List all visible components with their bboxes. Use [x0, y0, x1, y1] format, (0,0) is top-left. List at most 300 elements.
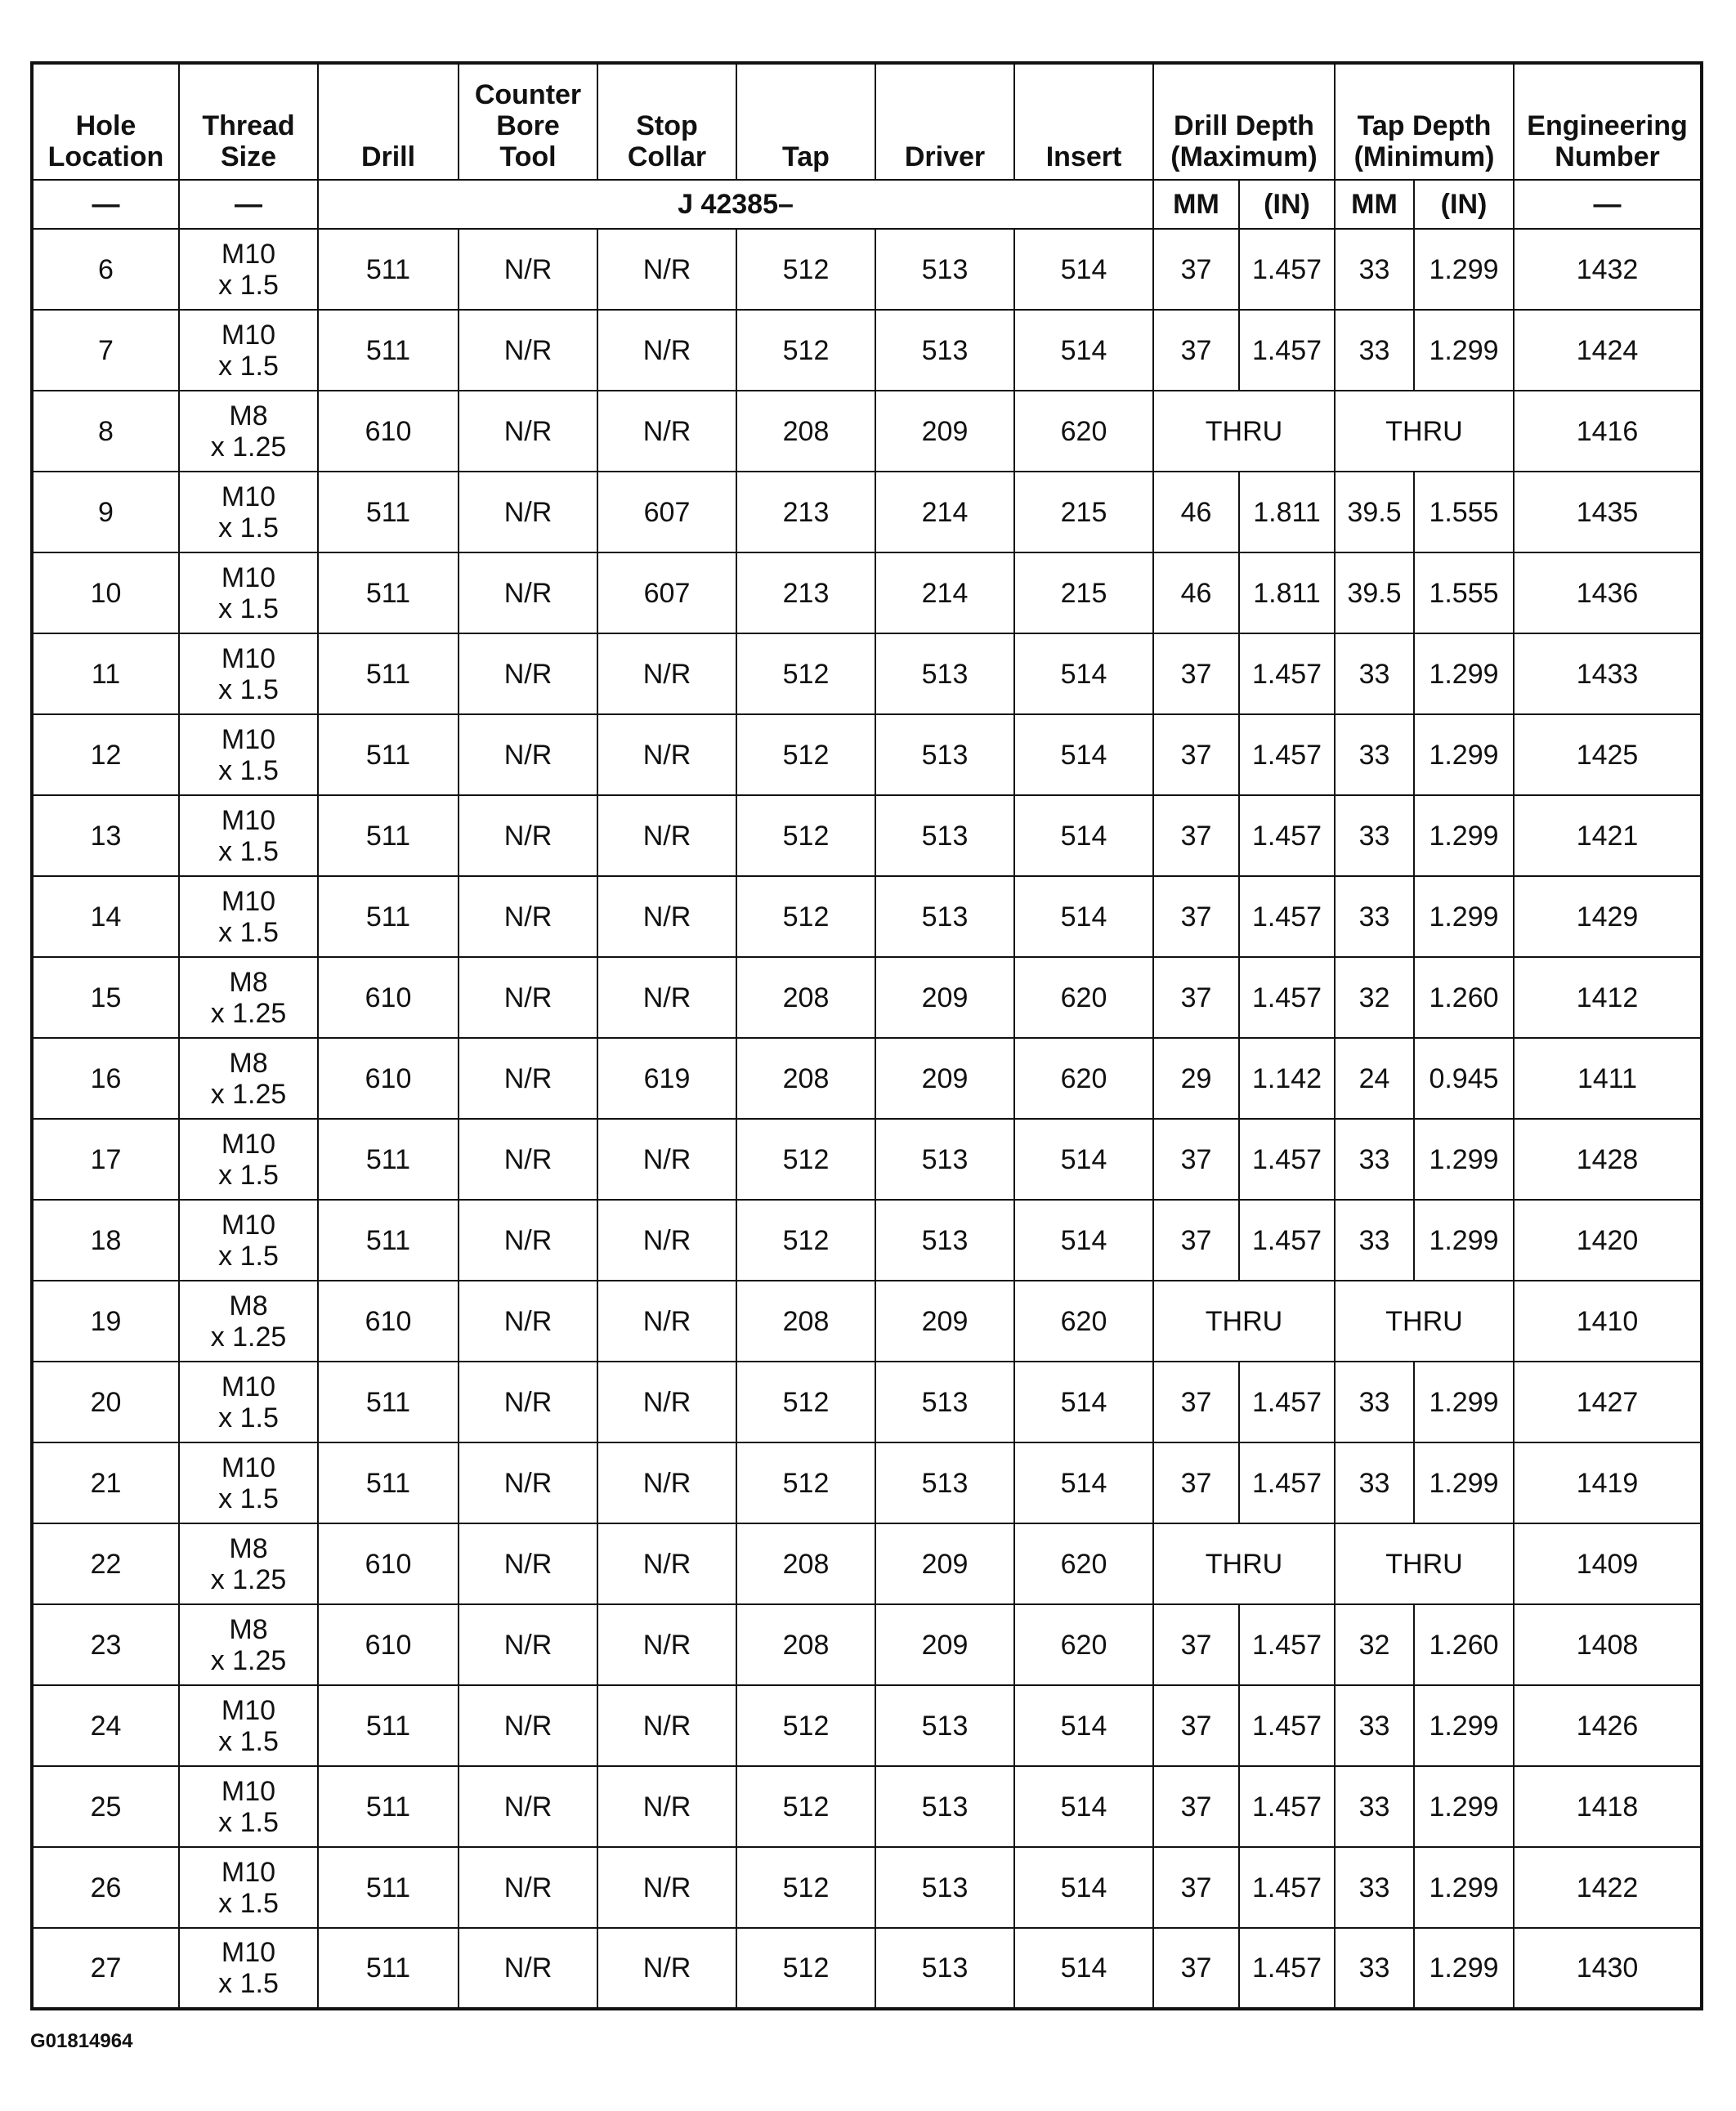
cell-drill: 610 [318, 1604, 459, 1685]
cell-driver: 209 [875, 1281, 1014, 1362]
header-counter-bore-tool: Counter Bore Tool [459, 63, 597, 180]
cell-drill: 511 [318, 876, 459, 957]
cell-engineering-number: 1408 [1514, 1604, 1702, 1685]
cell-tap: 208 [736, 1604, 875, 1685]
cell-tap: 512 [736, 1766, 875, 1847]
cell-drill-depth-mm: 37 [1153, 1685, 1239, 1766]
cell-stop-collar: 607 [597, 472, 736, 552]
cell-tap-depth-thru: THRU [1335, 1523, 1514, 1604]
cell-tap-depth-in: 1.299 [1414, 633, 1514, 714]
cell-hole-location: 9 [32, 472, 179, 552]
units-hole-location: — [32, 180, 179, 229]
cell-tap-depth-in: 1.299 [1414, 876, 1514, 957]
cell-insert: 514 [1014, 1847, 1153, 1928]
cell-engineering-number: 1421 [1514, 795, 1702, 876]
units-drill-in: (IN) [1239, 180, 1335, 229]
cell-drill: 511 [318, 472, 459, 552]
cell-tap-depth-mm: 33 [1335, 310, 1414, 391]
table-header [32, 63, 1702, 229]
units-engineering-number: — [1514, 180, 1702, 229]
cell-counter-bore-tool: N/R [459, 795, 597, 876]
table-row [32, 1119, 1702, 1200]
cell-thread-size: M10 x 1.5 [179, 229, 318, 310]
cell-engineering-number: 1410 [1514, 1281, 1702, 1362]
cell-thread-size: M8 x 1.25 [179, 1038, 318, 1119]
cell-insert: 514 [1014, 1362, 1153, 1442]
cell-tap-depth-in: 1.299 [1414, 1928, 1514, 2009]
cell-tap: 208 [736, 1281, 875, 1362]
cell-tap-depth-mm: 33 [1335, 795, 1414, 876]
cell-counter-bore-tool: N/R [459, 1038, 597, 1119]
cell-counter-bore-tool: N/R [459, 1119, 597, 1200]
table-row [32, 795, 1702, 876]
cell-tap: 213 [736, 552, 875, 633]
cell-drill-depth-in: 1.457 [1239, 1766, 1335, 1847]
cell-stop-collar: 619 [597, 1038, 736, 1119]
cell-drill-depth-mm: 37 [1153, 714, 1239, 795]
table-row [32, 1928, 1702, 2009]
cell-drill: 511 [318, 1928, 459, 2009]
cell-tap: 208 [736, 957, 875, 1038]
cell-tap-depth-mm: 32 [1335, 1604, 1414, 1685]
cell-tap: 512 [736, 1119, 875, 1200]
cell-stop-collar: N/R [597, 633, 736, 714]
cell-drill-depth-mm: 37 [1153, 633, 1239, 714]
cell-thread-size: M10 x 1.5 [179, 1362, 318, 1442]
cell-hole-location: 8 [32, 391, 179, 472]
cell-tap-depth-mm: 32 [1335, 957, 1414, 1038]
cell-tap-depth-in: 1.299 [1414, 1119, 1514, 1200]
cell-thread-size: M10 x 1.5 [179, 714, 318, 795]
cell-tap: 512 [736, 1928, 875, 2009]
cell-counter-bore-tool: N/R [459, 1685, 597, 1766]
cell-tap-depth-mm: 33 [1335, 1685, 1414, 1766]
cell-insert: 620 [1014, 1038, 1153, 1119]
header-engineering-number: Engineering Number [1514, 63, 1702, 180]
cell-insert: 514 [1014, 229, 1153, 310]
cell-hole-location: 14 [32, 876, 179, 957]
cell-drill-depth-thru: THRU [1153, 1523, 1335, 1604]
cell-tap-depth-mm: 39.5 [1335, 472, 1414, 552]
cell-driver: 513 [875, 714, 1014, 795]
cell-hole-location: 19 [32, 1281, 179, 1362]
cell-drill-depth-mm: 46 [1153, 472, 1239, 552]
cell-driver: 513 [875, 1119, 1014, 1200]
cell-driver: 209 [875, 1604, 1014, 1685]
cell-engineering-number: 1412 [1514, 957, 1702, 1038]
cell-tap: 512 [736, 229, 875, 310]
cell-tap: 512 [736, 1847, 875, 1928]
cell-drill: 511 [318, 1766, 459, 1847]
table-row [32, 229, 1702, 310]
cell-drill: 610 [318, 1523, 459, 1604]
cell-counter-bore-tool: N/R [459, 1362, 597, 1442]
cell-drill: 511 [318, 633, 459, 714]
cell-hole-location: 27 [32, 1928, 179, 2009]
cell-insert: 514 [1014, 714, 1153, 795]
cell-drill-depth-mm: 37 [1153, 957, 1239, 1038]
cell-tap-depth-in: 0.945 [1414, 1038, 1514, 1119]
cell-drill-depth-mm: 37 [1153, 1766, 1239, 1847]
cell-hole-location: 21 [32, 1442, 179, 1523]
cell-tap-depth-in: 1.299 [1414, 310, 1514, 391]
cell-engineering-number: 1416 [1514, 391, 1702, 472]
cell-driver: 209 [875, 391, 1014, 472]
table-row [32, 1847, 1702, 1928]
cell-thread-size: M10 x 1.5 [179, 1685, 318, 1766]
cell-drill-depth-mm: 37 [1153, 876, 1239, 957]
cell-drill-depth-in: 1.457 [1239, 1200, 1335, 1281]
cell-engineering-number: 1409 [1514, 1523, 1702, 1604]
cell-thread-size: M10 x 1.5 [179, 633, 318, 714]
cell-thread-size: M8 x 1.25 [179, 1281, 318, 1362]
cell-tap: 208 [736, 391, 875, 472]
cell-drill-depth-mm: 37 [1153, 795, 1239, 876]
table-row [32, 633, 1702, 714]
cell-engineering-number: 1419 [1514, 1442, 1702, 1523]
table-row [32, 1685, 1702, 1766]
cell-stop-collar: N/R [597, 795, 736, 876]
cell-insert: 620 [1014, 391, 1153, 472]
cell-drill-depth-in: 1.457 [1239, 1442, 1335, 1523]
cell-tap-depth-mm: 33 [1335, 876, 1414, 957]
units-drill-mm: MM [1153, 180, 1239, 229]
cell-driver: 214 [875, 552, 1014, 633]
cell-engineering-number: 1424 [1514, 310, 1702, 391]
units-tap-in: (IN) [1414, 180, 1514, 229]
table-row [32, 1362, 1702, 1442]
cell-insert: 514 [1014, 795, 1153, 876]
cell-insert: 514 [1014, 1442, 1153, 1523]
cell-tap-depth-mm: 33 [1335, 1119, 1414, 1200]
cell-insert: 514 [1014, 1685, 1153, 1766]
cell-drill: 511 [318, 795, 459, 876]
units-tap-mm: MM [1335, 180, 1414, 229]
cell-tap-depth-mm: 33 [1335, 633, 1414, 714]
cell-drill: 511 [318, 229, 459, 310]
header-tap-depth: Tap Depth (Minimum) [1335, 63, 1514, 180]
cell-drill: 511 [318, 1685, 459, 1766]
cell-tap-depth-mm: 33 [1335, 1362, 1414, 1442]
cell-stop-collar: N/R [597, 391, 736, 472]
cell-driver: 209 [875, 1523, 1014, 1604]
cell-drill-depth-mm: 29 [1153, 1038, 1239, 1119]
cell-thread-size: M10 x 1.5 [179, 1928, 318, 2009]
cell-counter-bore-tool: N/R [459, 1200, 597, 1281]
cell-driver: 513 [875, 1442, 1014, 1523]
cell-counter-bore-tool: N/R [459, 1847, 597, 1928]
cell-counter-bore-tool: N/R [459, 229, 597, 310]
cell-tap-depth-in: 1.555 [1414, 552, 1514, 633]
cell-drill-depth-thru: THRU [1153, 1281, 1335, 1362]
cell-driver: 513 [875, 1362, 1014, 1442]
cell-counter-bore-tool: N/R [459, 633, 597, 714]
cell-tap: 512 [736, 633, 875, 714]
cell-driver: 513 [875, 229, 1014, 310]
cell-insert: 620 [1014, 1523, 1153, 1604]
cell-drill-depth-in: 1.457 [1239, 1847, 1335, 1928]
cell-hole-location: 13 [32, 795, 179, 876]
cell-drill-depth-mm: 37 [1153, 1119, 1239, 1200]
cell-insert: 620 [1014, 1604, 1153, 1685]
cell-drill-depth-mm: 37 [1153, 1604, 1239, 1685]
cell-tap: 512 [736, 795, 875, 876]
cell-tap-depth-in: 1.299 [1414, 1847, 1514, 1928]
cell-tap-depth-mm: 33 [1335, 1200, 1414, 1281]
cell-tap: 512 [736, 1685, 875, 1766]
header-drill: Drill [318, 63, 459, 180]
cell-tap-depth-in: 1.260 [1414, 1604, 1514, 1685]
cell-tap: 208 [736, 1038, 875, 1119]
cell-drill: 610 [318, 1281, 459, 1362]
table-row [32, 1766, 1702, 1847]
cell-tap-depth-thru: THRU [1335, 1281, 1514, 1362]
table-row [32, 1038, 1702, 1119]
cell-insert: 514 [1014, 633, 1153, 714]
cell-tap: 512 [736, 310, 875, 391]
cell-tap-depth-in: 1.299 [1414, 1442, 1514, 1523]
cell-hole-location: 17 [32, 1119, 179, 1200]
cell-drill-depth-in: 1.811 [1239, 552, 1335, 633]
cell-insert: 514 [1014, 1928, 1153, 2009]
cell-stop-collar: N/R [597, 310, 736, 391]
cell-drill: 610 [318, 957, 459, 1038]
cell-tap: 512 [736, 714, 875, 795]
cell-hole-location: 15 [32, 957, 179, 1038]
cell-hole-location: 10 [32, 552, 179, 633]
cell-drill-depth-mm: 37 [1153, 1200, 1239, 1281]
header-stop-collar: Stop Collar [597, 63, 736, 180]
cell-drill-depth-mm: 46 [1153, 552, 1239, 633]
cell-insert: 514 [1014, 1200, 1153, 1281]
cell-hole-location: 24 [32, 1685, 179, 1766]
cell-counter-bore-tool: N/R [459, 714, 597, 795]
cell-counter-bore-tool: N/R [459, 1523, 597, 1604]
cell-drill: 511 [318, 1847, 459, 1928]
cell-hole-location: 25 [32, 1766, 179, 1847]
header-row [32, 63, 1702, 180]
cell-tap-depth-in: 1.299 [1414, 1362, 1514, 1442]
cell-tap-depth-in: 1.555 [1414, 472, 1514, 552]
figure-id: G01814964 [30, 2030, 133, 2052]
cell-insert: 514 [1014, 876, 1153, 957]
cell-hole-location: 26 [32, 1847, 179, 1928]
cell-drill: 610 [318, 391, 459, 472]
cell-drill-depth-in: 1.457 [1239, 1362, 1335, 1442]
cell-tap-depth-in: 1.260 [1414, 957, 1514, 1038]
cell-drill-depth-mm: 37 [1153, 1362, 1239, 1442]
cell-driver: 209 [875, 957, 1014, 1038]
table-row [32, 1604, 1702, 1685]
cell-tap: 208 [736, 1523, 875, 1604]
cell-thread-size: M10 x 1.5 [179, 1119, 318, 1200]
cell-thread-size: M10 x 1.5 [179, 1766, 318, 1847]
cell-drill: 511 [318, 310, 459, 391]
cell-tap-depth-mm: 33 [1335, 1847, 1414, 1928]
cell-drill-depth-mm: 37 [1153, 229, 1239, 310]
header-drill-depth: Drill Depth (Maximum) [1153, 63, 1335, 180]
cell-engineering-number: 1425 [1514, 714, 1702, 795]
cell-stop-collar: N/R [597, 1685, 736, 1766]
cell-engineering-number: 1418 [1514, 1766, 1702, 1847]
cell-engineering-number: 1432 [1514, 229, 1702, 310]
cell-driver: 513 [875, 633, 1014, 714]
cell-stop-collar: N/R [597, 1119, 736, 1200]
cell-driver: 513 [875, 1200, 1014, 1281]
cell-stop-collar: 607 [597, 552, 736, 633]
cell-drill: 511 [318, 1362, 459, 1442]
cell-thread-size: M10 x 1.5 [179, 1847, 318, 1928]
cell-tap: 512 [736, 1442, 875, 1523]
cell-engineering-number: 1430 [1514, 1928, 1702, 2009]
cell-counter-bore-tool: N/R [459, 876, 597, 957]
cell-engineering-number: 1427 [1514, 1362, 1702, 1442]
cell-hole-location: 11 [32, 633, 179, 714]
cell-driver: 513 [875, 1766, 1014, 1847]
cell-engineering-number: 1435 [1514, 472, 1702, 552]
cell-engineering-number: 1411 [1514, 1038, 1702, 1119]
table-row [32, 391, 1702, 472]
cell-tap-depth-mm: 33 [1335, 1442, 1414, 1523]
header-insert: Insert [1014, 63, 1153, 180]
header-driver: Driver [875, 63, 1014, 180]
table-row [32, 1523, 1702, 1604]
cell-drill-depth-in: 1.457 [1239, 1119, 1335, 1200]
header-tap: Tap [736, 63, 875, 180]
cell-driver: 513 [875, 310, 1014, 391]
units-thread-size: — [179, 180, 318, 229]
cell-hole-location: 23 [32, 1604, 179, 1685]
cell-drill-depth-in: 1.457 [1239, 1928, 1335, 2009]
cell-tap: 512 [736, 1200, 875, 1281]
cell-engineering-number: 1436 [1514, 552, 1702, 633]
cell-insert: 514 [1014, 310, 1153, 391]
cell-drill-depth-in: 1.142 [1239, 1038, 1335, 1119]
cell-stop-collar: N/R [597, 1523, 736, 1604]
table-row [32, 472, 1702, 552]
table-row [32, 957, 1702, 1038]
cell-thread-size: M8 x 1.25 [179, 1604, 318, 1685]
table-row [32, 876, 1702, 957]
table-row [32, 552, 1702, 633]
cell-tap-depth-mm: 33 [1335, 229, 1414, 310]
cell-drill-depth-in: 1.811 [1239, 472, 1335, 552]
cell-thread-size: M10 x 1.5 [179, 472, 318, 552]
cell-tap-depth-mm: 33 [1335, 1928, 1414, 2009]
units-row [32, 180, 1702, 229]
table-row [32, 1200, 1702, 1281]
cell-drill-depth-in: 1.457 [1239, 795, 1335, 876]
cell-drill: 511 [318, 552, 459, 633]
cell-drill-depth-mm: 37 [1153, 1928, 1239, 2009]
cell-drill-depth-mm: 37 [1153, 1847, 1239, 1928]
cell-tap-depth-mm: 33 [1335, 714, 1414, 795]
cell-stop-collar: N/R [597, 1281, 736, 1362]
cell-stop-collar: N/R [597, 1362, 736, 1442]
cell-engineering-number: 1433 [1514, 633, 1702, 714]
cell-drill-depth-in: 1.457 [1239, 957, 1335, 1038]
cell-tap: 213 [736, 472, 875, 552]
cell-driver: 513 [875, 1847, 1014, 1928]
cell-engineering-number: 1428 [1514, 1119, 1702, 1200]
cell-driver: 513 [875, 1928, 1014, 2009]
cell-tap-depth-mm: 33 [1335, 1766, 1414, 1847]
cell-drill: 511 [318, 1119, 459, 1200]
cell-drill: 511 [318, 1200, 459, 1281]
cell-tap: 512 [736, 876, 875, 957]
cell-tap-depth-mm: 39.5 [1335, 552, 1414, 633]
cell-tap-depth-thru: THRU [1335, 391, 1514, 472]
cell-tap-depth-mm: 24 [1335, 1038, 1414, 1119]
cell-drill-depth-mm: 37 [1153, 1442, 1239, 1523]
specification-table [30, 61, 1703, 2010]
cell-counter-bore-tool: N/R [459, 310, 597, 391]
cell-drill-depth-in: 1.457 [1239, 876, 1335, 957]
cell-tap: 512 [736, 1362, 875, 1442]
cell-insert: 215 [1014, 552, 1153, 633]
cell-thread-size: M8 x 1.25 [179, 391, 318, 472]
cell-hole-location: 7 [32, 310, 179, 391]
cell-hole-location: 16 [32, 1038, 179, 1119]
cell-insert: 620 [1014, 957, 1153, 1038]
cell-insert: 514 [1014, 1766, 1153, 1847]
cell-hole-location: 20 [32, 1362, 179, 1442]
cell-thread-size: M10 x 1.5 [179, 1200, 318, 1281]
cell-counter-bore-tool: N/R [459, 1928, 597, 2009]
cell-thread-size: M10 x 1.5 [179, 552, 318, 633]
cell-stop-collar: N/R [597, 1766, 736, 1847]
cell-drill-depth-in: 1.457 [1239, 229, 1335, 310]
cell-engineering-number: 1429 [1514, 876, 1702, 957]
cell-hole-location: 22 [32, 1523, 179, 1604]
cell-thread-size: M10 x 1.5 [179, 795, 318, 876]
cell-stop-collar: N/R [597, 1847, 736, 1928]
cell-tap-depth-in: 1.299 [1414, 714, 1514, 795]
cell-drill-depth-thru: THRU [1153, 391, 1335, 472]
cell-hole-location: 18 [32, 1200, 179, 1281]
cell-tap-depth-in: 1.299 [1414, 229, 1514, 310]
cell-stop-collar: N/R [597, 229, 736, 310]
cell-engineering-number: 1426 [1514, 1685, 1702, 1766]
cell-tap-depth-in: 1.299 [1414, 795, 1514, 876]
cell-driver: 209 [875, 1038, 1014, 1119]
cell-counter-bore-tool: N/R [459, 472, 597, 552]
cell-drill-depth-mm: 37 [1153, 310, 1239, 391]
cell-counter-bore-tool: N/R [459, 391, 597, 472]
table-row [32, 714, 1702, 795]
cell-drill-depth-in: 1.457 [1239, 1604, 1335, 1685]
cell-drill-depth-in: 1.457 [1239, 633, 1335, 714]
cell-driver: 214 [875, 472, 1014, 552]
cell-stop-collar: N/R [597, 1604, 736, 1685]
cell-insert: 514 [1014, 1119, 1153, 1200]
cell-thread-size: M10 x 1.5 [179, 310, 318, 391]
cell-stop-collar: N/R [597, 714, 736, 795]
cell-drill-depth-in: 1.457 [1239, 310, 1335, 391]
cell-tap-depth-in: 1.299 [1414, 1685, 1514, 1766]
header-hole-location: Hole Location [32, 63, 179, 180]
units-tool-prefix: J 42385– [318, 180, 1153, 229]
cell-hole-location: 6 [32, 229, 179, 310]
table-row [32, 1281, 1702, 1362]
cell-drill-depth-in: 1.457 [1239, 714, 1335, 795]
table-body [32, 229, 1702, 2009]
cell-counter-bore-tool: N/R [459, 552, 597, 633]
cell-thread-size: M8 x 1.25 [179, 957, 318, 1038]
cell-insert: 620 [1014, 1281, 1153, 1362]
cell-engineering-number: 1422 [1514, 1847, 1702, 1928]
cell-drill: 610 [318, 1038, 459, 1119]
